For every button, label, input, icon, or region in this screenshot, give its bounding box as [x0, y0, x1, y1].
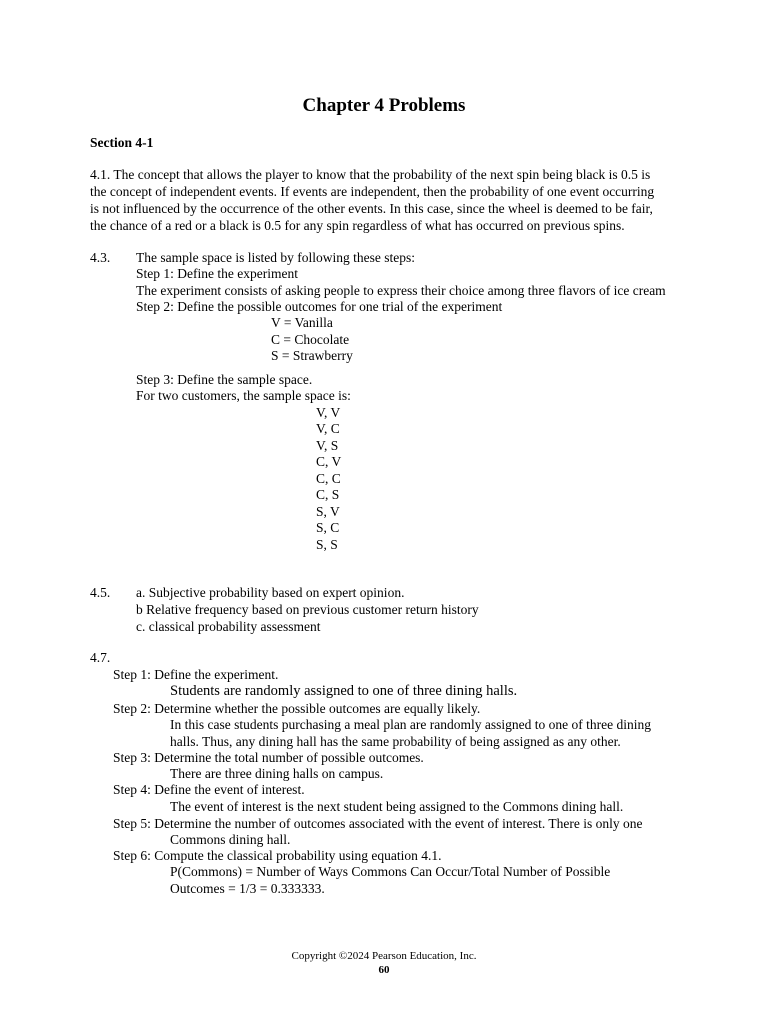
answer-item: b Relative frequency based on previous customer return history: [136, 602, 479, 617]
step-3-heading: Step 3: Define the sample space.: [136, 372, 313, 387]
sample-space-item: C, S: [316, 487, 340, 502]
step-text: Outcomes = 1/3 = 0.333333.: [170, 881, 325, 896]
step-text: There are three dining halls on campus.: [170, 766, 384, 781]
step-heading: Step 2: Determine whether the possible outcomes are equally likely.: [113, 701, 481, 716]
step-heading: Step 3: Determine the total number of possible outcomes.: [113, 750, 424, 765]
problem-4-1-line: 4.1. The concept that allows the player to know that the probability of the next spin being black is 0.5 is: [90, 167, 651, 182]
problem-number: 4.3.: [90, 250, 111, 265]
page-title: Chapter 4 Problems: [302, 95, 466, 116]
step-heading: Step 4: Define the event of interest.: [113, 782, 305, 797]
sample-space-item: S, S: [316, 537, 338, 552]
step-1-text: The experiment consists of asking people to express their choice among three flavors of ice cream: [136, 283, 666, 298]
step-heading: Step 5: Determine the number of outcomes associated with the event of interest. There is only one: [113, 816, 643, 831]
problem-number: 4.5.: [90, 585, 111, 600]
sample-space-item: S, C: [316, 520, 340, 535]
step-heading: Step 6: Compute the classical probability using equation 4.1.: [113, 848, 442, 863]
step-text: The event of interest is the next student being assigned to the Commons dining hall.: [170, 799, 624, 814]
problem-4-1-line: the concept of independent events. If events are independent, then the probability of one event occurring: [90, 184, 655, 199]
problem-4-3-intro: The sample space is listed by following these steps:: [136, 250, 415, 265]
step-text: P(Commons) = Number of Ways Commons Can Occur/Total Number of Possible: [170, 864, 611, 879]
section-heading: Section 4-1: [90, 135, 154, 150]
sample-space-item: C, V: [316, 454, 342, 469]
outcome-item: V = Vanilla: [271, 315, 333, 330]
step-text: halls. Thus, any dining hall has the same probability of being assigned as any other.: [170, 734, 621, 749]
step-heading: Step 1: Define the experiment.: [113, 667, 279, 682]
step-text: Commons dining hall.: [170, 832, 291, 847]
sample-space-item: V, C: [316, 421, 340, 436]
page-number: 60: [378, 964, 390, 976]
problem-4-1-line: the chance of a red or a black is 0.5 for any spin regardless of what has occurred on previous spins.: [90, 218, 625, 233]
sample-space-item: C, C: [316, 471, 341, 486]
step-text: In this case students purchasing a meal plan are randomly assigned to one of three dining: [170, 717, 651, 732]
step-2-heading: Step 2: Define the possible outcomes for one trial of the experiment: [136, 299, 503, 314]
step-text: Students are randomly assigned to one of three dining halls.: [170, 683, 518, 699]
answer-item: a. Subjective probability based on expert opinion.: [136, 585, 405, 600]
sample-space-item: V, V: [316, 405, 341, 420]
sample-space-item: S, V: [316, 504, 340, 519]
step-1-heading: Step 1: Define the experiment: [136, 266, 298, 281]
answer-item: c. classical probability assessment: [136, 619, 321, 634]
copyright-notice: Copyright ©2024 Pearson Education, Inc.: [291, 950, 477, 962]
sample-space-item: V, S: [316, 438, 339, 453]
outcome-item: S = Strawberry: [271, 348, 353, 363]
outcome-item: C = Chocolate: [271, 332, 350, 347]
problem-4-1-line: is not influenced by the occurrence of the other events. In this case, since the wheel is deemed to be fair,: [90, 201, 653, 216]
step-3-text: For two customers, the sample space is:: [136, 388, 351, 403]
problem-number: 4.7.: [90, 650, 111, 665]
